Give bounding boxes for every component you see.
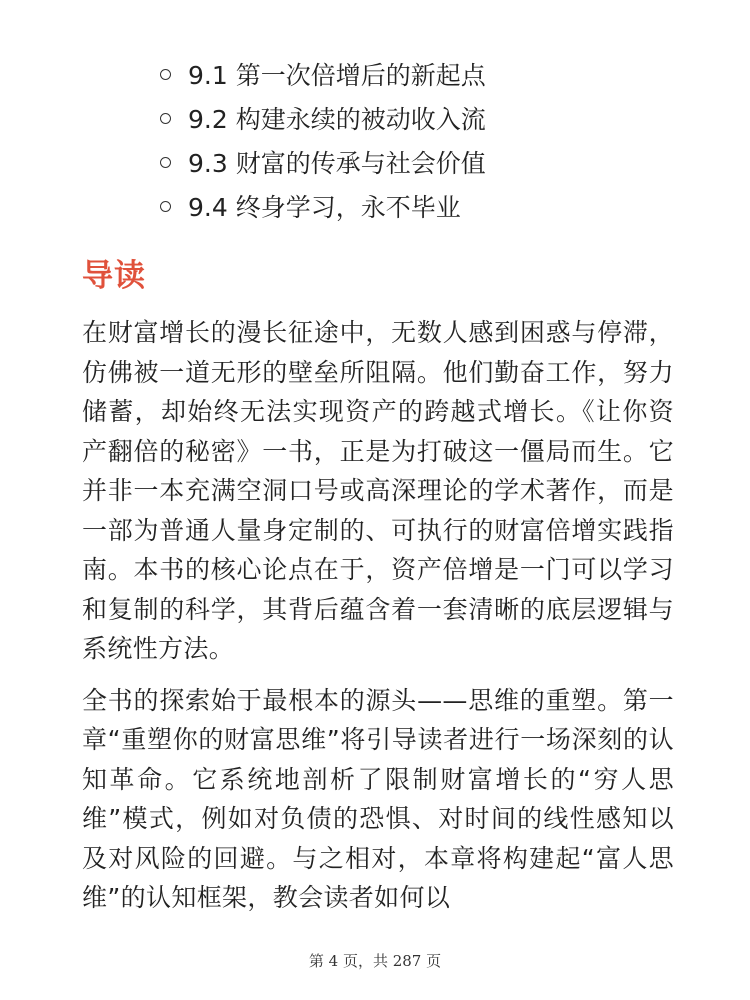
page-number-footer: 第 4 页，共 287 页 xyxy=(308,952,442,970)
toc-item-label: 9.3 财富的传承与社会价值 xyxy=(188,149,486,178)
circle-bullet-icon xyxy=(160,201,171,212)
circle-bullet-icon xyxy=(160,157,171,168)
circle-bullet-icon xyxy=(160,69,171,80)
toc-item-9-3[interactable] xyxy=(160,140,720,184)
section-heading: 导读 xyxy=(82,258,146,294)
toc-list xyxy=(160,52,720,228)
toc-item-label: 9.1 第一次倍增后的新起点 xyxy=(188,61,486,90)
toc-item-9-1[interactable] xyxy=(160,52,720,96)
toc-item-9-4[interactable] xyxy=(160,184,720,228)
toc-item-9-2[interactable] xyxy=(160,96,720,140)
toc-item-label: 9.4 终身学习，永不毕业 xyxy=(188,193,461,222)
body-paragraph: 在财富增长的漫长征途中，无数人感到困惑与停滞，仿佛被一道无形的壁垒所阻隔。他们勤奋工作，努力储蓄，却始终无法实现资产的跨越式增长。《让你资产翻倍的秘密》一书，正是为打破这一僵局而生。它并非一本充满空洞口号或高深理论的学术著作，而是一部为普通人量身定制的、可执行的财富倍增实践指南。本书的核心论点在于，资产倍增是一门可以学习和复制的科学，其背后蕴含着一套清晰的底层逻辑与系统性方法。 xyxy=(82,318,674,663)
body-paragraph: 全书的探索始于最根本的源头——思维的重塑。第一章“重塑你的财富思维”将引导读者进行一场深刻的认知革命。它系统地剖析了限制财富增长的“穷人思维”模式，例如对负债的恐惧、对时间的线性感知以及对风险的回避。与之相对，本章将构建起“富人思维”的认知框架，教会读者如何以 xyxy=(82,685,674,912)
circle-bullet-icon xyxy=(160,113,171,124)
section-body xyxy=(82,313,674,918)
toc-item-label: 9.2 构建永续的被动收入流 xyxy=(188,105,486,134)
